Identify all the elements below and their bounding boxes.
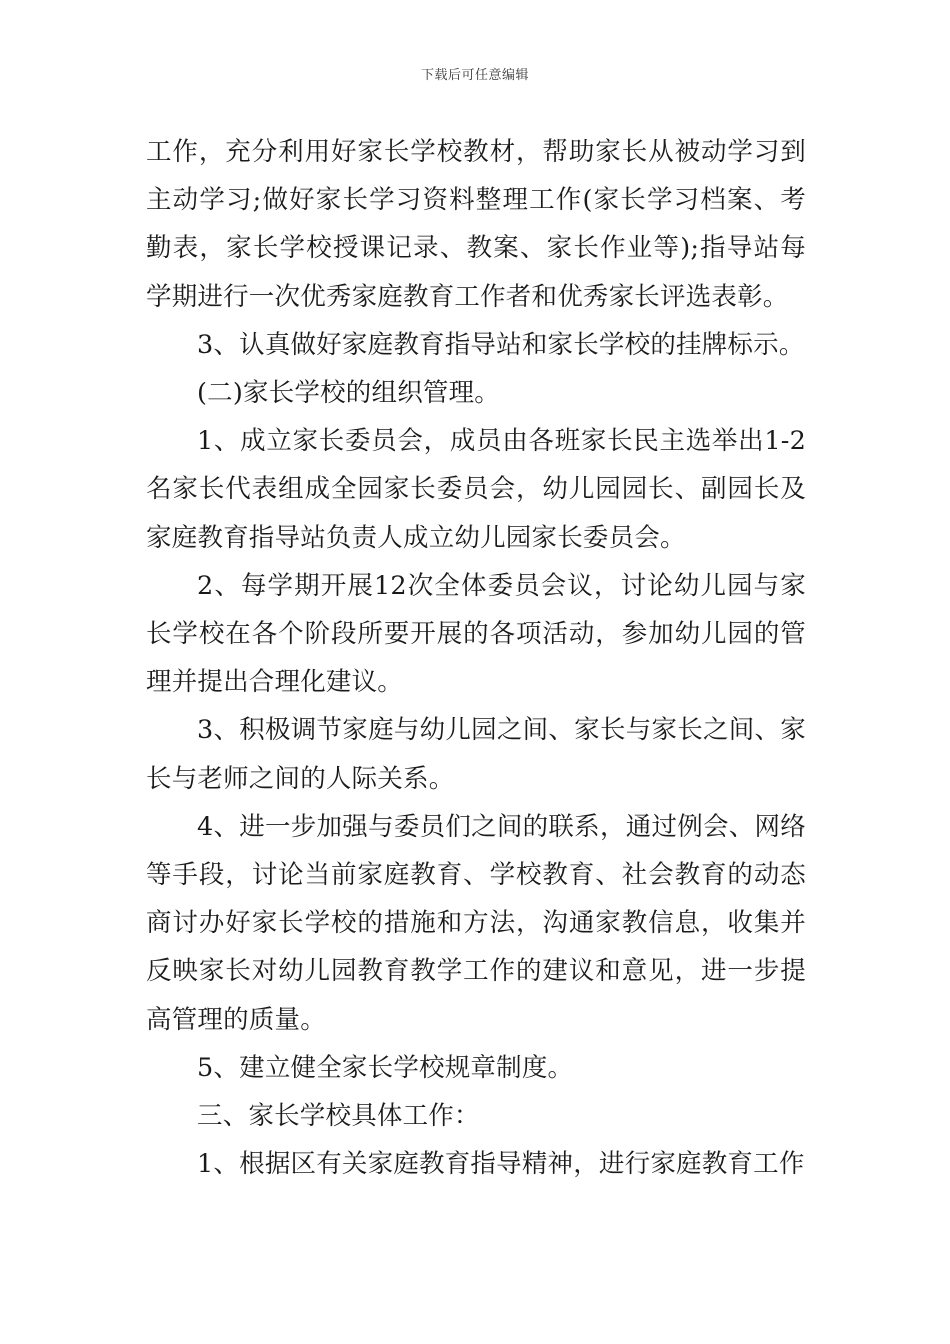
paragraph-item-4-communication: 4、进一步加强与委员们之间的联系，通过例会、网络等手段，讨论当前家庭教育、学校教育、社会教育的动态商讨办好家长学校的措施和方法，沟通家教信息，收集并反映家长对幼儿园教育教学工作的建议和意见，进一步提高管理的质量。 — [146, 811, 806, 1035]
section-heading-organization: (二)家长学校的组织管理。 — [197, 378, 500, 409]
paragraph-item-3-relations: 3、积极调节家庭与幼儿园之间、家长与家长之间、家长与老师之间的人际关系。 — [146, 715, 806, 794]
paragraph-item-3-signage: 3、认真做好家庭教育指导站和家长学校的挂牌标示。 — [197, 329, 805, 360]
paragraph-item-2-meetings: 2、每学期开展12次全体委员会议，讨论幼儿园与家长学校在各个阶段所要开展的各项活动，参加幼儿园的管理并提出合理化建议。 — [146, 570, 806, 698]
paragraph-item-5-rules: 5、建立健全家长学校规章制度。 — [197, 1052, 574, 1083]
paragraph-item-1-committee: 1、成立家长委员会，成员由各班家长民主选举出1-2名家长代表组成全园家长委员会，幼儿园园长、副园长及家庭教育指导站负责人成立幼儿园家长委员会。 — [146, 426, 806, 553]
document-body — [146, 128, 806, 1188]
paragraph-item-1-guidance: 1、根据区有关家庭教育指导精神，进行家庭教育工作 — [197, 1149, 805, 1180]
page-header: 下载后可任意编辑 — [420, 68, 529, 83]
section-heading-specific-work: 三、家长学校具体工作： — [197, 1101, 480, 1132]
paragraph-continuation: 工作，充分利用好家长学校教材，帮助家长从被动学习到主动学习;做好家长学习资料整理工作(家长学习档案、考勤表，家长学校授课记录、教案、家长作业等);指导站每学期进行一次优秀家庭教育工作者和优秀家长评选表彰。 — [146, 137, 806, 312]
